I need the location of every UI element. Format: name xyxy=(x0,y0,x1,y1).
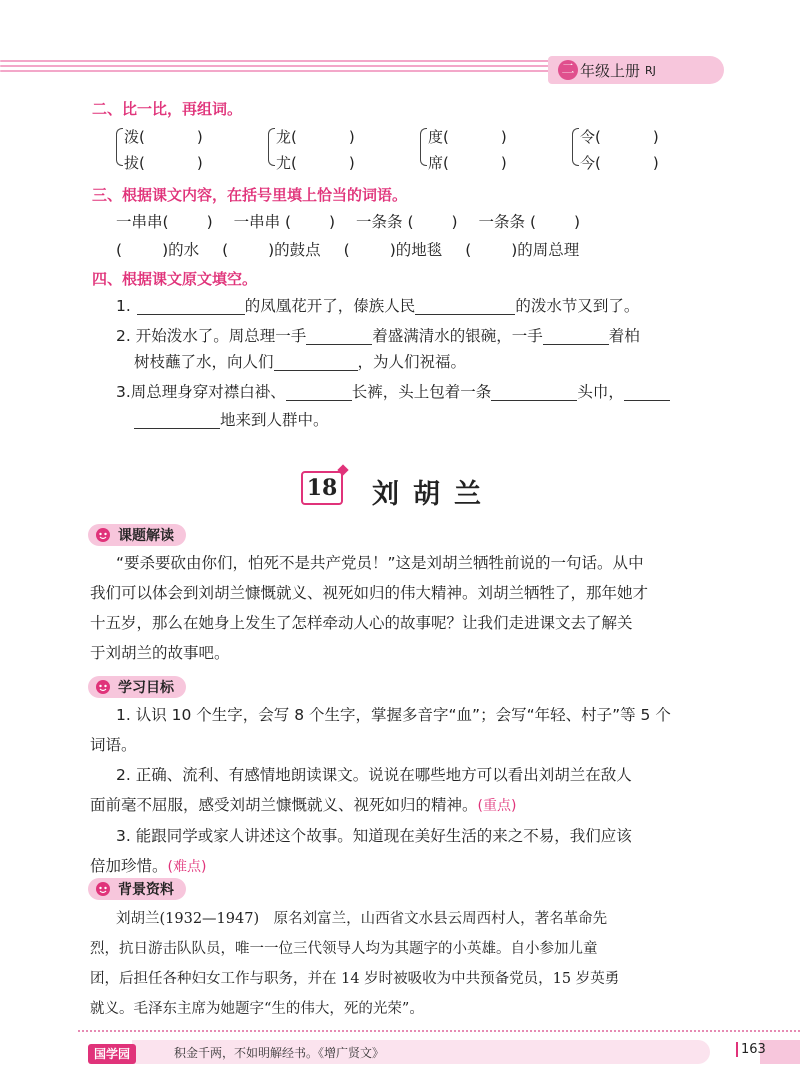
goals-text: 1. 认识 10 个生字，会写 8 个生字，掌握多音字“血”；会写“年轻、村子”等 5 个 词语。 2. 正确、流利、有感情地朗读课文。说说在哪些地方可以看出刘胡兰在敌人 面前毫不屈服，感受刘胡兰慷慨就义、视死如归的精神。(重点) 3. 能跟同学或家人讲述这个故事。知道现在美好生活的来之不易，我们应该 倍加珍惜。(难点) xyxy=(90,706,671,875)
background-text: 刘胡兰(1932—1947) 原名刘富兰，山西省文水县云周西村人，著名革命先 烈，抗日游击队队员，唯一一位三代领导人均为其题字的小英雄。自小参加儿童 团，后担任各种妇女工作与职务，并在 14 岁时被吸收为中共预备党员，15 岁英勇 就义。毛泽东主席为她题字“生的伟大，死的光荣”。 xyxy=(90,911,620,1017)
pair-2-top: 龙( ) xyxy=(276,128,355,146)
brace-2 xyxy=(268,128,275,166)
key-point-note: (重点) xyxy=(477,798,517,814)
pair-2-bottom: 尤( ) xyxy=(276,154,355,172)
pair-1-bottom: 拔( ) xyxy=(124,154,203,172)
flower-icon xyxy=(92,880,114,898)
footer-divider xyxy=(78,1030,800,1032)
blank[interactable] xyxy=(286,382,352,401)
blank[interactable] xyxy=(624,382,670,401)
header-stripes xyxy=(0,60,560,80)
pair-3-top: 度( ) xyxy=(428,128,507,146)
blank[interactable] xyxy=(137,296,245,315)
question-2-line2: 树枝蘸了水，向人们 ，为人们祝福。 xyxy=(134,353,467,371)
brace-1 xyxy=(116,128,123,166)
goals-badge: 学习目标 xyxy=(88,676,186,698)
blank[interactable] xyxy=(306,326,372,345)
question-3-line1: 3.周总理身穿对襟白褂、 长裤，头上包着一条 头巾， xyxy=(116,380,756,404)
pair-4-bottom: 今( ) xyxy=(580,154,659,172)
intro-text: “要杀要砍由你们，怕死不是共产党员！”这是刘胡兰牺牲前说的一句话。从中 我们可以体会到刘胡兰慷慨就义、视死如归的伟大精神。刘胡兰牺牲了，那年她才 十五岁，那么在她身上发生了怎样牵动人心的故事呢？让我们走进课文去了解关 于刘胡兰的故事吧。 xyxy=(90,554,649,662)
section3-row1: 一串串( ) 一串串 ( ) 一条条 ( ) 一条条 ( ) xyxy=(116,213,581,231)
grade-tab xyxy=(548,56,724,84)
blank[interactable] xyxy=(415,296,515,315)
guoxueyuan-tag: 国学园 xyxy=(88,1044,136,1064)
edition-label: RJ xyxy=(645,63,656,77)
section3-title: 三、根据课文内容，在括号里填上恰当的词语。 xyxy=(92,186,408,204)
pair-4-top: 令( ) xyxy=(580,128,659,146)
section4-title: 四、根据课文原文填空。 xyxy=(92,270,258,288)
question-2-line1: 2. 开始泼水了。周总理一手 着盛满清水的银碗，一手 着柏 xyxy=(116,327,640,345)
grade-circle: 二 xyxy=(558,60,578,80)
blank[interactable] xyxy=(134,410,220,429)
grade-text: 年级上册 xyxy=(580,61,641,80)
question-3-line2: 地来到人群中。 xyxy=(134,408,754,432)
flower-icon xyxy=(92,678,114,696)
lesson-number: 18 xyxy=(301,471,343,505)
blank[interactable] xyxy=(274,352,358,371)
background-badge: 背景资料 xyxy=(88,878,186,900)
brace-3 xyxy=(420,128,427,166)
blank[interactable] xyxy=(543,326,609,345)
blank[interactable] xyxy=(491,382,577,401)
pair-1-top: 泼( ) xyxy=(124,128,203,146)
flower-icon xyxy=(92,526,114,544)
question-1: 1. 的凤凰花开了，傣族人民 的泼水节又到了。 xyxy=(116,297,640,315)
lesson-title: 刘胡兰 xyxy=(372,479,495,510)
brace-4 xyxy=(572,128,579,166)
intro-badge: 课题解读 xyxy=(88,524,186,546)
pair-3-bottom: 席( ) xyxy=(428,154,507,172)
section2-title: 二、比一比，再组词。 xyxy=(92,100,243,118)
page-number: 163 xyxy=(736,1042,766,1057)
section3-row2: ( )的水 ( )的鼓点 ( )的地毯 ( )的周总理 xyxy=(116,241,580,259)
footer-quote: 积金千两，不如明解经书。《增广贤文》 xyxy=(174,1046,385,1060)
page-band xyxy=(760,1040,800,1064)
difficulty-note: (难点) xyxy=(167,859,207,875)
